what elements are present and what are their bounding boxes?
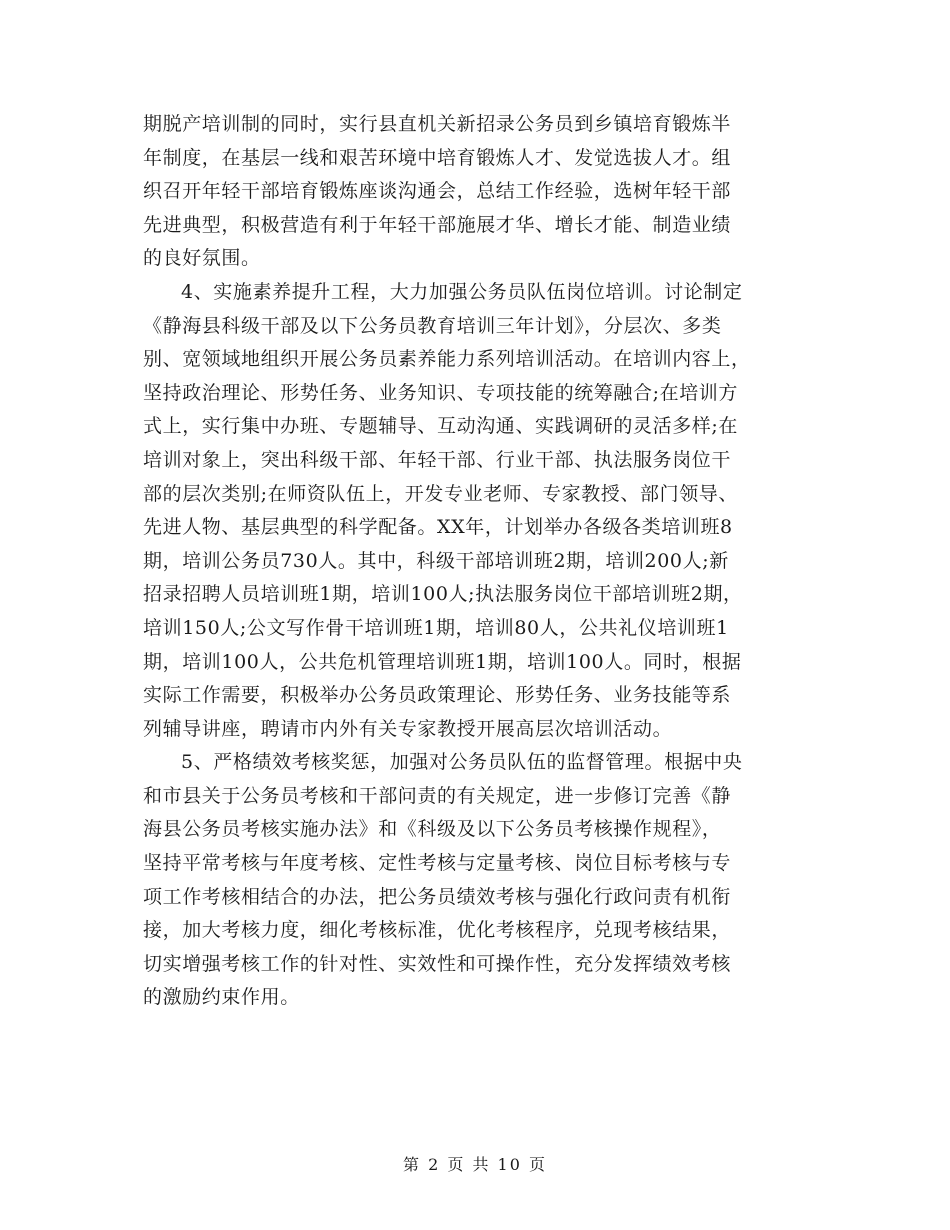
- text-line: 和市县关于公务员考核和干部问责的有关规定，进一步修订完善《静: [143, 784, 732, 807]
- text-line: 先进典型，积极营造有利于年轻干部施展才华、增长才能、制造业绩: [143, 213, 732, 236]
- text-line: 列辅导讲座，聘请市内外有关专家教授开展高层次培训活动。: [143, 717, 673, 740]
- text-line: 培训150人;公文写作骨干培训班1期，培训80人，公共礼仪培训班1: [143, 616, 729, 639]
- text-line: 《静海县科级干部及以下公务员教育培训三年计划》，分层次、多类: [143, 314, 722, 337]
- text-line: 培训对象上，突出科级干部、年轻干部、行业干部、执法服务岗位干: [143, 448, 732, 471]
- text-line: 切实增强考核工作的针对性、实效性和可操作性，充分发挥绩效考核: [143, 952, 732, 975]
- paragraph-first-line: 4、实施素养提升工程，大力加强公务员队伍岗位培训。讨论制定: [181, 280, 743, 303]
- text-line: 招录招聘人员培训班1期，培训100人;执法服务岗位干部培训班2期，: [143, 583, 743, 606]
- page-number-footer: 第 2 页 共 10 页: [403, 1155, 547, 1174]
- paragraph-first-line: 5、严格绩效考核奖惩，加强对公务员队伍的监督管理。根据中央: [181, 751, 743, 774]
- body-text: [143, 108, 813, 1015]
- text-line: 期，培训公务员730人。其中，科级干部培训班2期，培训200人;新: [143, 549, 729, 572]
- text-line: 年制度，在基层一线和艰苦环境中培育锻炼人才、发觉选拔人才。组: [143, 146, 732, 169]
- text-line: 的良好氛围。: [143, 247, 261, 270]
- text-line: 坚持平常考核与年度考核、定性考核与定量考核、岗位目标考核与专: [143, 852, 732, 875]
- text-line: 实际工作需要，积极举办公务员政策理论、形势任务、业务技能等系: [143, 684, 732, 707]
- text-line: 项工作考核相结合的办法，把公务员绩效考核与强化行政问责有机衔: [143, 885, 732, 908]
- text-line: 海县公务员考核实施办法》和《科级及以下公务员考核操作规程》，: [143, 818, 722, 841]
- text-line: 织召开年轻干部培育锻炼座谈沟通会，总结工作经验，选树年轻干部: [143, 180, 732, 203]
- text-line: 期脱产培训制的同时，实行县直机关新招录公务员到乡镇培育锻炼半: [143, 113, 732, 135]
- text-line: 式上，实行集中办班、专题辅导、互动沟通、实践调研的灵活多样;在: [143, 415, 739, 438]
- text-line: 先进人物、基层典型的科学配备。XX年，计划举办各级各类培训班8: [143, 516, 733, 539]
- text-line: 别、宽领域地组织开展公务员素养能力系列培训活动。在培训内容上，: [143, 348, 751, 371]
- text-line: 期，培训100人，公共危机管理培训班1期，培训100人。同时，根据: [143, 650, 742, 673]
- text-line: 的激励约束作用。: [143, 986, 300, 1009]
- text-line: 接，加大考核力度，细化考核标准，优化考核程序，兑现考核结果，: [143, 919, 732, 942]
- text-line: 部的层次类别;在师资队伍上，开发专业老师、专家教授、部门领导、: [143, 482, 739, 505]
- text-line: 坚持政治理论、形势任务、业务知识、专项技能的统筹融合;在培训方: [143, 381, 739, 404]
